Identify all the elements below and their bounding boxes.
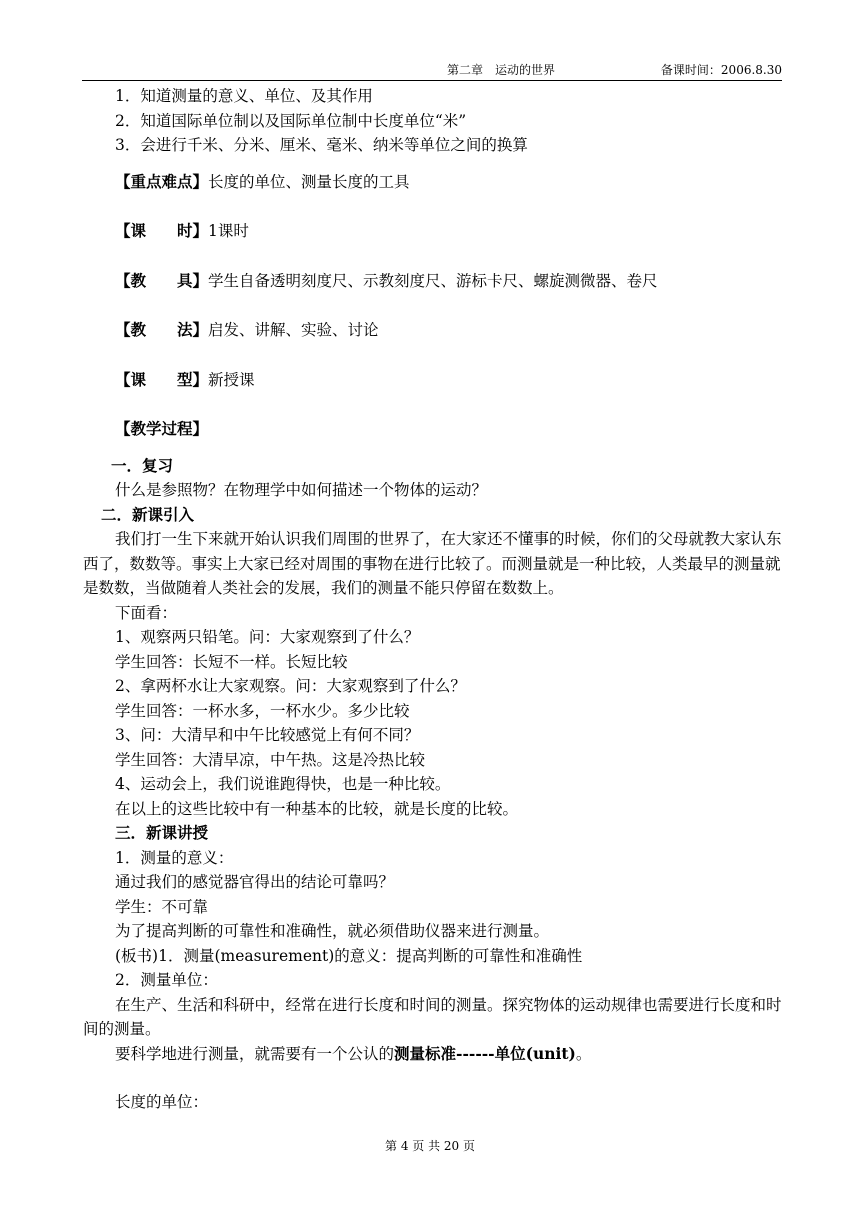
page-header	[82, 62, 782, 78]
lecture-paragraph: 在生产、生活和科研中，经常在进行长度和时间的测量。探究物体的运动规律也需要进行长度和时间的测量。	[83, 995, 782, 1038]
page-footer: 第 4 页 共 20 页	[385, 1139, 475, 1153]
standard-prefix: 要科学地进行测量，就需要有一个公认的	[115, 1044, 395, 1063]
lecture-line: 学生：不可靠	[115, 897, 209, 916]
objective-3: 3．会进行千米、分米、厘米、毫米、纳米等单位之间的换算	[115, 136, 528, 154]
lesson-time-row	[83, 219, 783, 244]
lecture-line: 2．测量单位：	[115, 971, 218, 989]
intro-line: 学生回答：长短不一样。长短比较	[115, 652, 348, 671]
lecture-line: 为了提高判断的可靠性和准确性，就必须借助仪器来进行测量。	[115, 922, 550, 940]
intro-line: 1、观察两只铅笔。问：大家观察到了什么？	[115, 628, 420, 646]
intro-line: 2、拿两杯水让大家观察。问：大家观察到了什么？	[115, 677, 466, 695]
header-date: 备课时间：2006.8.30	[660, 63, 782, 77]
intro-line: 3、问：大清早和中午比较感觉上有何不同？	[115, 726, 420, 744]
intro-line: 学生回答：一杯水多，一杯水少。多少比较	[115, 701, 410, 720]
intro-line: 4、运动会上，我们说谁跑得快，也是一种比较。	[115, 775, 451, 793]
lesson-time-value: 1课时	[208, 222, 249, 240]
type-label: 【课 型】	[115, 369, 209, 389]
tools-label: 【教 具】	[115, 270, 209, 290]
objective-2: 2．知道国际单位制以及国际单位制中长度单位“米”	[115, 111, 467, 130]
standard-suffix: 。	[575, 1044, 592, 1063]
review-heading: 一．复习	[111, 455, 174, 475]
type-value: 新授课	[208, 370, 255, 389]
lecture-line: 通过我们的感觉器官得出的结论可靠吗？	[115, 873, 395, 891]
header-chapter: 第二章 运动的世界	[447, 63, 556, 77]
intro-paragraph: 我们打一生下来就开始认识我们周围的世界了，在大家还不懂事的时候，你们的父母就教大家认东西了，数数等。事实上大家已经对周围的事物在进行比较了。而测量就是一种比较，人类最早的测量就是数数，当做随着人类社会的发展，我们的测量不能只停留在数数上。	[83, 530, 782, 597]
method-label: 【教 法】	[115, 320, 209, 339]
method-value: 启发、讲解、实验、讨论	[208, 321, 379, 339]
key-points-value: 长度的单位、测量长度的工具	[208, 172, 410, 191]
document-body	[83, 84, 783, 1115]
intro-line: 学生回答：大清早凉，中午热。这是冷热比较	[115, 750, 426, 769]
key-points-label: 【重点难点】	[115, 171, 209, 191]
lecture-line: 1．测量的意义：	[115, 848, 234, 867]
type-row	[83, 368, 783, 393]
standard-line	[83, 1042, 783, 1067]
intro-line: 下面看：	[115, 603, 178, 622]
key-points-row	[83, 170, 783, 195]
review-question: 什么是参照物？在物理学中如何描述一个物体的运动？	[115, 481, 488, 499]
method-row	[83, 318, 783, 343]
header-rule	[82, 80, 782, 81]
lecture-line: (板书)1．测量(measurement)的意义：提高判断的可靠性和准确性	[115, 946, 583, 965]
lesson-time-label: 【课 时】	[115, 221, 209, 240]
length-unit-line: 长度的单位：	[115, 1093, 209, 1111]
lecture-heading: 三．新课讲授	[115, 823, 209, 842]
tools-value: 学生自备透明刻度尺、示教刻度尺、游标卡尺、螺旋测微器、卷尺	[208, 271, 658, 290]
intro-heading: 二．新课引入	[101, 504, 195, 524]
tools-row	[83, 269, 783, 294]
standard-bold: 测量标准------单位(unit)	[394, 1043, 576, 1063]
objective-1: 1．知道测量的意义、单位、及其作用	[115, 87, 373, 105]
process-heading: 【教学过程】	[115, 419, 209, 438]
intro-line: 在以上的这些比较中有一种基本的比较，就是长度的比较。	[115, 799, 519, 818]
